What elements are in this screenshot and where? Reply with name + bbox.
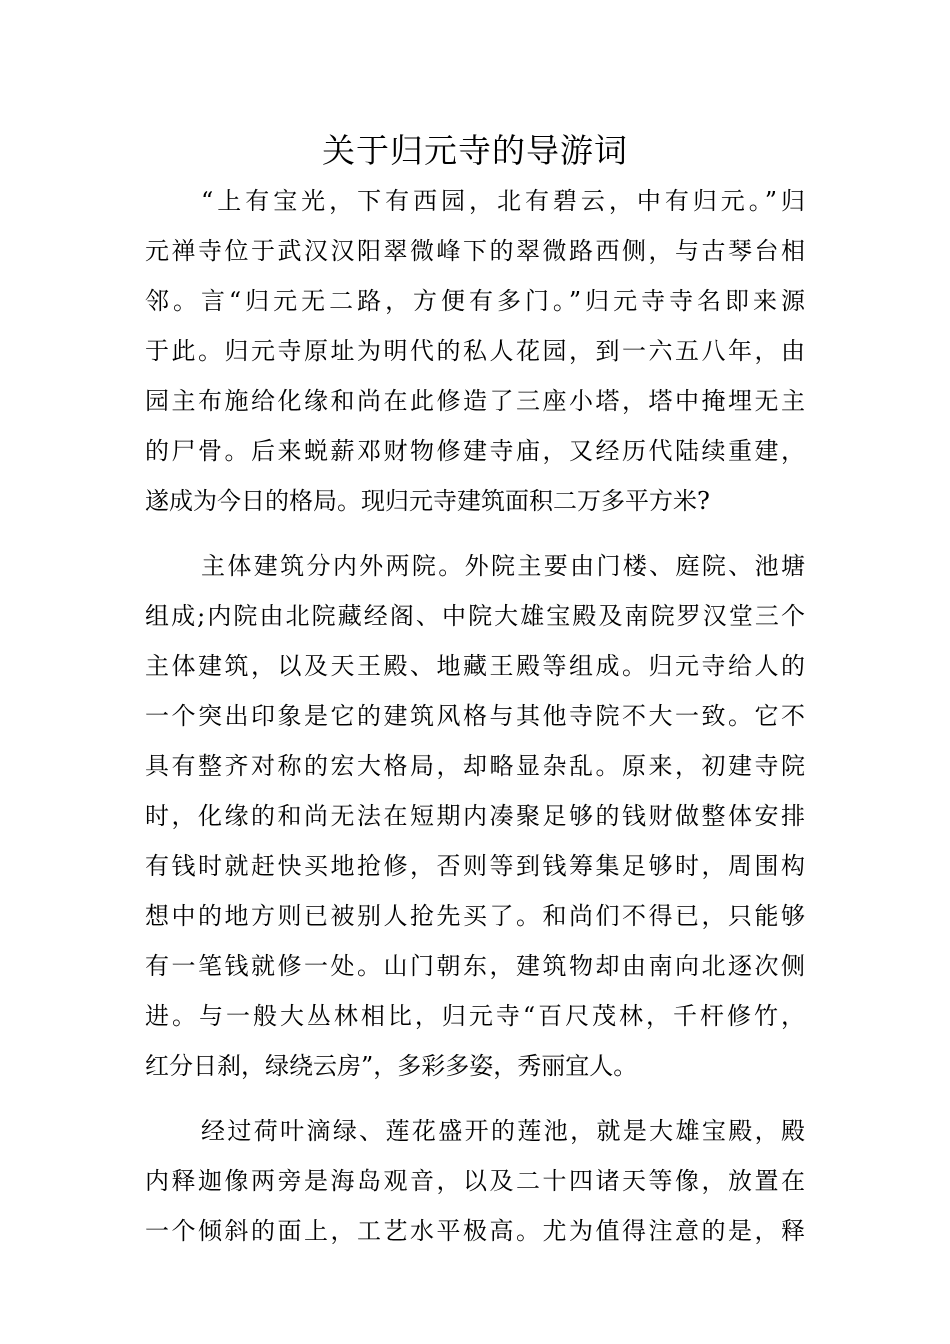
paragraph-line: 一个倾斜的面上，工艺水平极高。尤为值得注意的是，释 — [145, 1217, 805, 1245]
paragraph-line: 园主布施给化缘和尚在此修造了三座小塔，塔中掩埋无主 — [145, 387, 805, 415]
paragraph-line: 组成;内院由北院藏经阁、中院大雄宝殿及南院罗汉堂三个 — [145, 602, 805, 630]
paragraph-line: 主体建筑，以及天王殿、地藏王殿等组成。归元寺给人的 — [145, 652, 805, 680]
paragraph — [145, 541, 805, 1091]
paragraph-line: 主体建筑分内外两院。外院主要由门楼、庭院、池塘 — [201, 552, 805, 580]
paragraph-line: 邻。言“归元无二路，方便有多门。”归元寺寺名即来源 — [145, 287, 805, 315]
document-body — [145, 176, 805, 1256]
paragraph-line: 的尸骨。后来蜕薪邓财物修建寺庙，又经历代陆续重建， — [145, 437, 805, 465]
document-title: 关于归元寺的导游词 — [322, 131, 628, 170]
paragraph-line: 内释迦像两旁是海岛观音，以及二十四诸天等像，放置在 — [145, 1167, 805, 1195]
paragraph-line: 有钱时就赶快买地抢修，否则等到钱筹集足够时，周围构 — [145, 852, 805, 880]
paragraph-line: “上有宝光，下有西园，北有碧云，中有归元。”归 — [201, 187, 805, 215]
paragraph — [145, 176, 805, 526]
paragraph-line: 于此。归元寺原址为明代的私人花园，到一六五八年，由 — [145, 337, 805, 365]
paragraph-line: 一个突出印象是它的建筑风格与其他寺院不大一致。它不 — [145, 702, 805, 730]
paragraph-line: 元禅寺位于武汉汉阳翠微峰下的翠微路西侧，与古琴台相 — [145, 237, 805, 265]
paragraph-line: 具有整齐对称的宏大格局，却略显杂乱。原来，初建寺院 — [145, 752, 805, 780]
paragraph-line: 想中的地方则已被别人抢先买了。和尚们不得已，只能够 — [145, 902, 805, 930]
paragraph-line: 进。与一般大丛林相比，归元寺“百尺茂林，千杆修竹， — [145, 1002, 805, 1030]
paragraph-line: 红分日刹，绿绕云房”，多彩多姿，秀丽宜人。 — [145, 1052, 638, 1080]
paragraph-line: 时，化缘的和尚无法在短期内凑聚足够的钱财做整体安排 — [145, 802, 805, 830]
paragraph-line: 有一笔钱就修一处。山门朝东，建筑物却由南向北逐次侧 — [145, 952, 805, 980]
paragraph — [145, 1106, 805, 1256]
paragraph-line: 遂成为今日的格局。现归元寺建筑面积二万多平方米? — [145, 487, 710, 515]
paragraph-line: 经过荷叶滴绿、莲花盛开的莲池，就是大雄宝殿，殿 — [201, 1117, 805, 1145]
